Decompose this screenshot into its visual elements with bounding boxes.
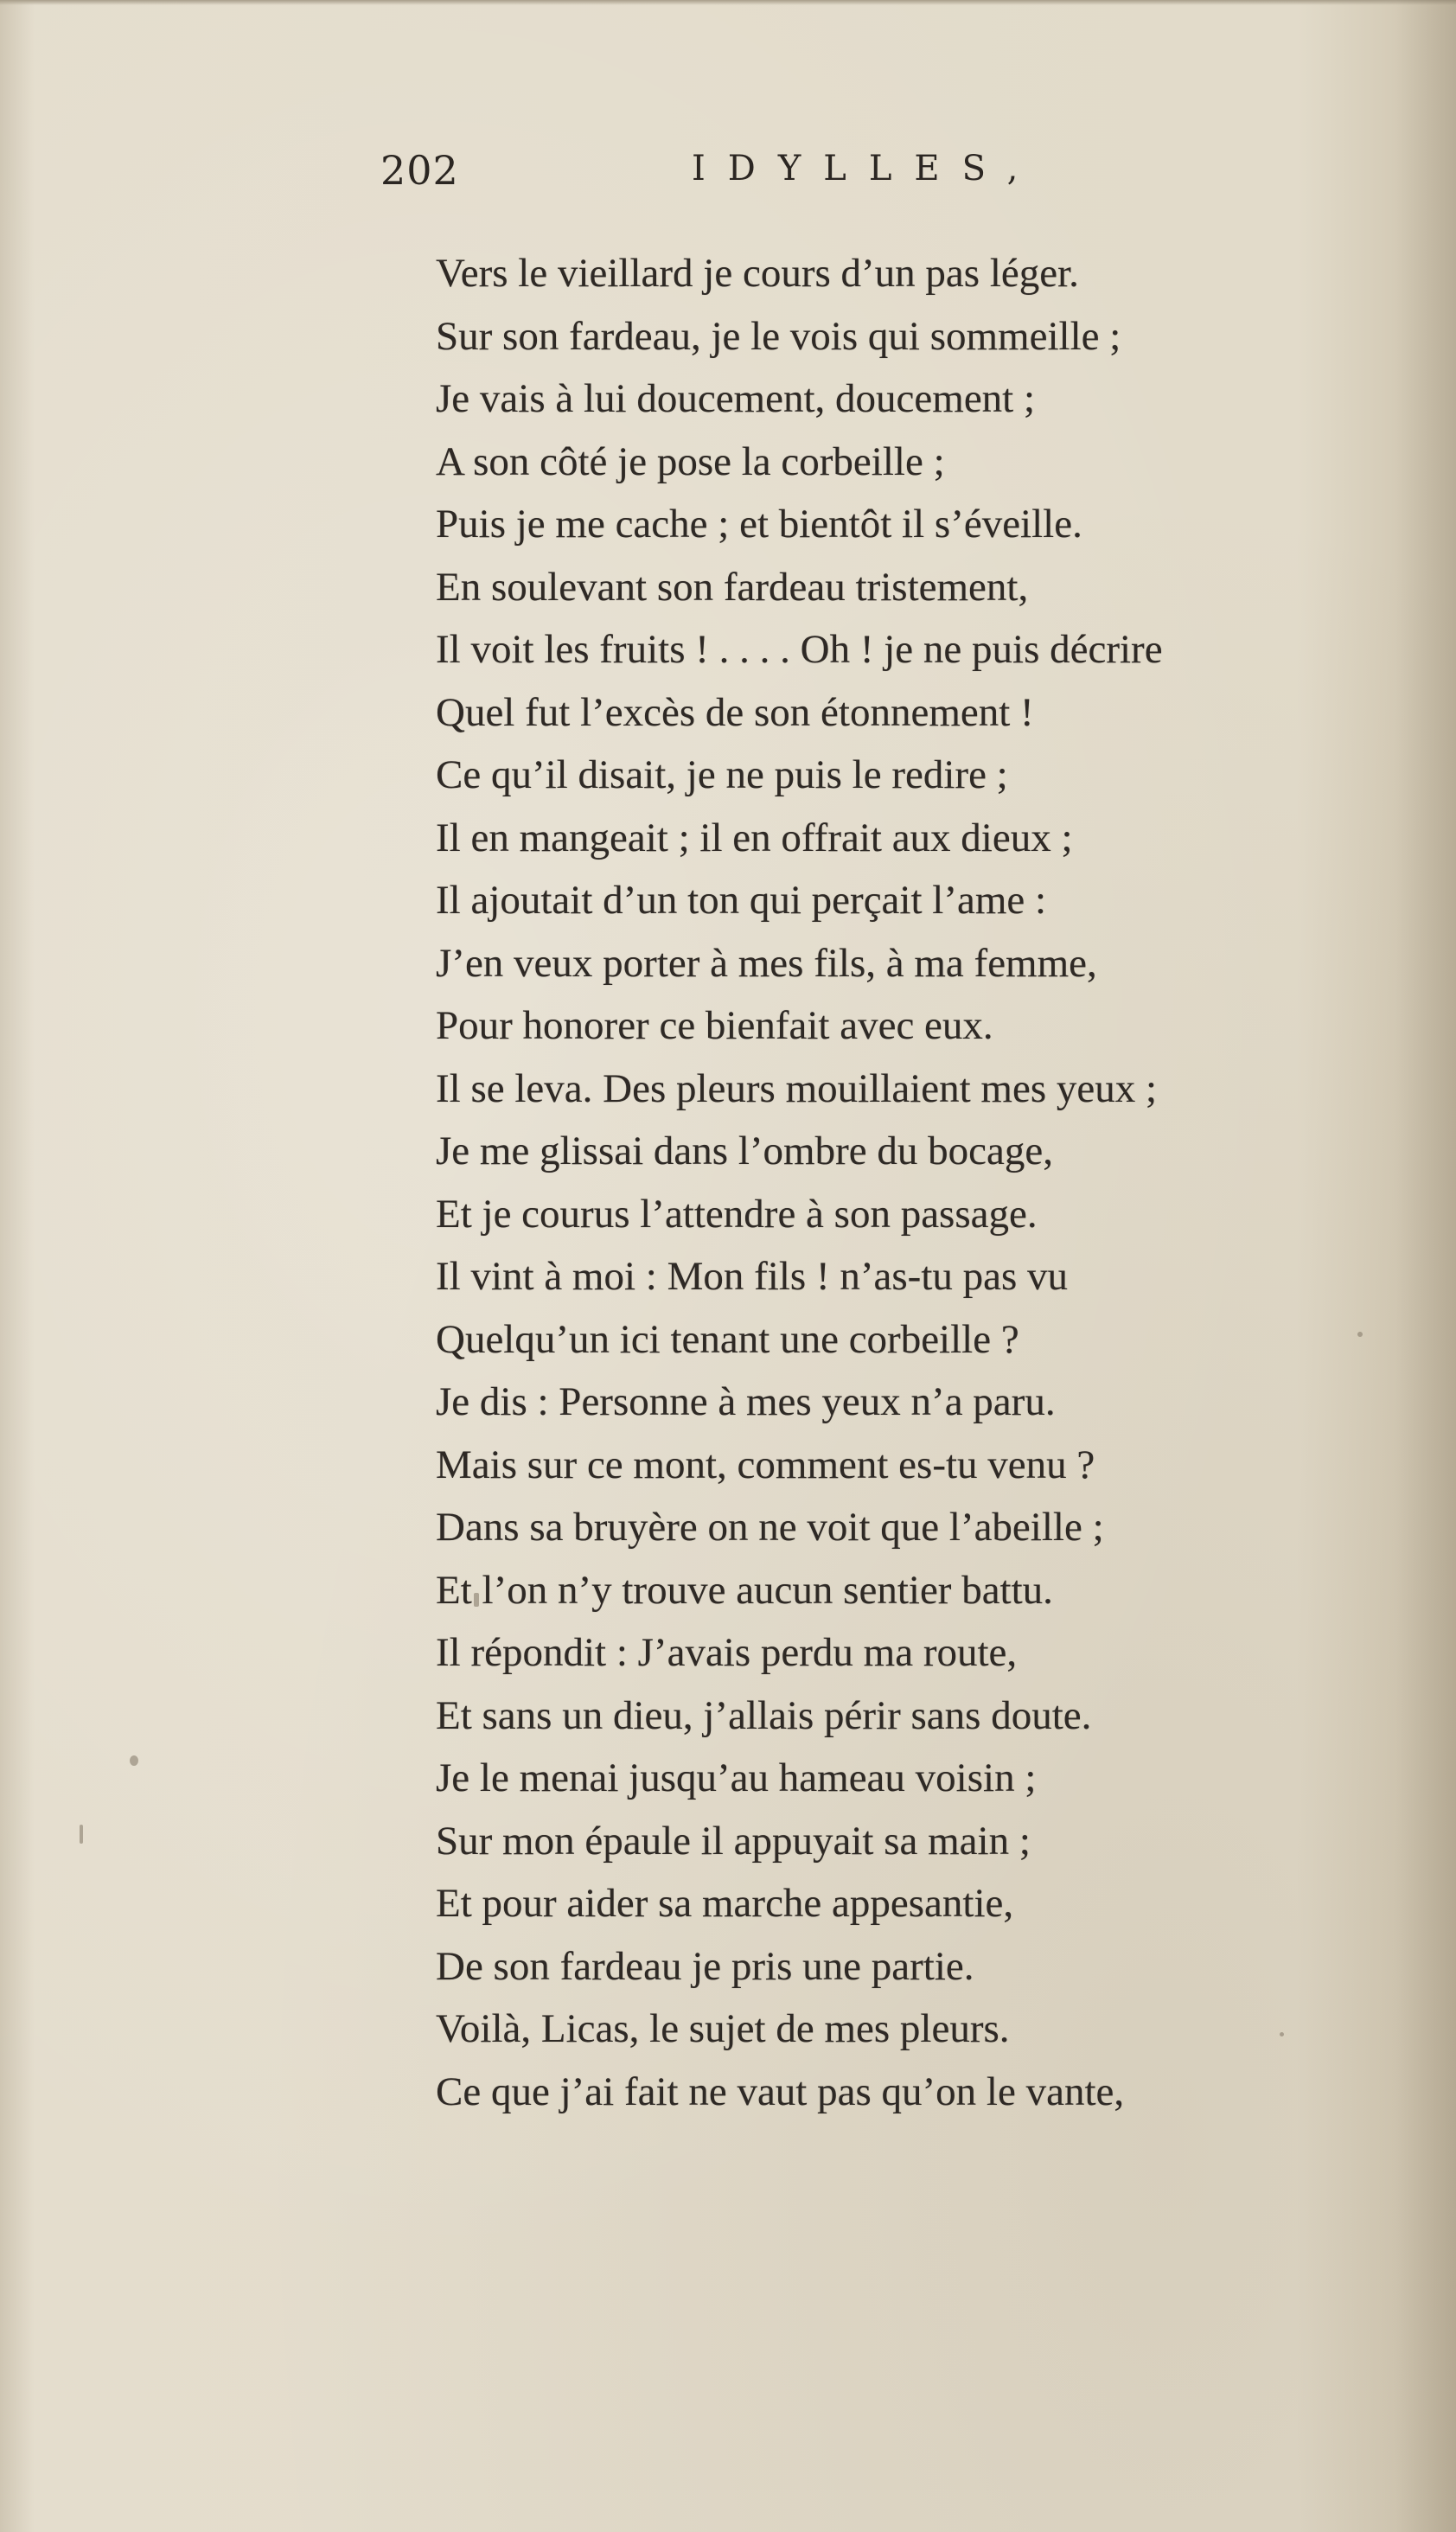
- verse-line: Sur son fardeau, je le vois qui sommeille ;: [436, 313, 1121, 359]
- verse-line: De son fardeau je pris une partie.: [436, 1943, 974, 1989]
- paper-speck: [130, 1755, 138, 1766]
- verse-line: Ce qu’il disait, je ne puis le redire ;: [436, 752, 1008, 797]
- verse-line: Et sans un dieu, j’allais périr sans doute.: [436, 1692, 1092, 1738]
- verse-line: Il répondit : J’avais perdu ma route,: [436, 1630, 1018, 1675]
- verse-line: Il vint à moi : Mon fils ! n’as-tu pas vu: [436, 1254, 1069, 1299]
- verse-line: Il ajoutait d’un ton qui perçait l’ame :: [436, 878, 1047, 923]
- paper-speck: [80, 1825, 83, 1844]
- verse-line: Sur mon épaule il appuyait sa main ;: [436, 1818, 1031, 1864]
- verse-line: Il se leva. Des pleurs mouillaient mes yeux ;: [436, 1065, 1158, 1111]
- page-top-edge: [0, 0, 1456, 5]
- verse-line: Il voit les fruits ! . . . . Oh ! je ne puis décrire: [436, 627, 1163, 672]
- page-header: [380, 147, 1159, 216]
- verse-line: Vers le vieillard je cours d’un pas léger.: [436, 251, 1079, 296]
- page-number: 202: [380, 147, 459, 194]
- verse-line: Et pour aider sa marche appesantie,: [436, 1881, 1014, 1926]
- verse-line: Ce que j’ai fait ne vaut pas qu’on le vante,: [436, 2068, 1125, 2114]
- page-right-shadow: [1395, 0, 1456, 2532]
- verse-block: [436, 242, 1404, 2123]
- verse-line: Je dis : Personne à mes yeux n’a paru.: [436, 1379, 1056, 1424]
- verse-line: Dans sa bruyère on ne voit que l’abeille ;: [436, 1505, 1104, 1550]
- verse-line: Je me glissai dans l’ombre du bocage,: [436, 1129, 1053, 1173]
- verse-line: Et l’on n’y trouve aucun sentier battu.: [436, 1567, 1053, 1613]
- verse-line: J’en veux porter à mes fils, à ma femme,: [436, 940, 1097, 986]
- verse-line: Il en mangeait ; il en offrait aux dieux ;: [436, 815, 1073, 860]
- verse-line: Mais sur ce mont, comment es-tu venu ?: [436, 1442, 1095, 1487]
- verse-line: Quel fut l’excès de son étonnement !: [436, 689, 1034, 735]
- verse-line: Voilà, Licas, le sujet de mes pleurs.: [436, 2006, 1010, 2051]
- verse-line: Puis je me cache ; et bientôt il s’éveille.: [436, 502, 1082, 547]
- running-head: IDYLLES,: [692, 149, 1041, 189]
- verse-line: En soulevant son fardeau tristement,: [436, 564, 1029, 610]
- verse-line: Je le menai jusqu’au hameau voisin ;: [436, 1755, 1037, 1800]
- verse-line: A son côté je pose la corbeille ;: [436, 438, 945, 484]
- verse-line: Et je courus l’attendre à son passage.: [436, 1191, 1038, 1237]
- verse-line: Je vais à lui doucement, doucement ;: [436, 376, 1036, 421]
- verse-line: Pour honorer ce bienfait avec eux.: [436, 1003, 993, 1048]
- verse-line: Quelqu’un ici tenant une corbeille ?: [436, 1316, 1019, 1362]
